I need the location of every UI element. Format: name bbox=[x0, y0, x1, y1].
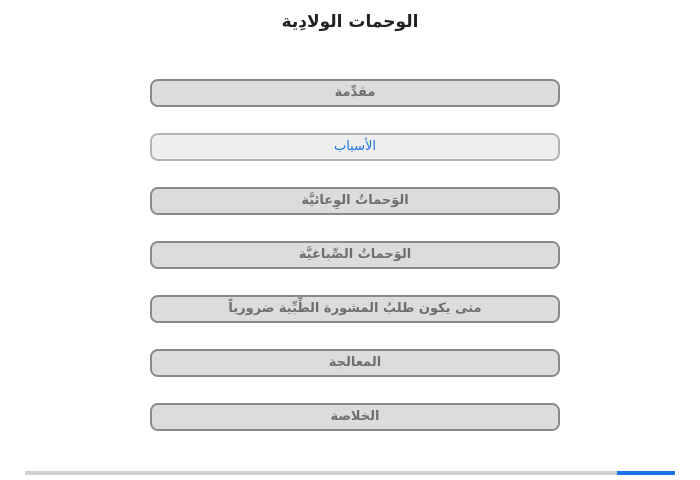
progress-bar bbox=[25, 471, 675, 475]
page-title: الوحمات الولادِية bbox=[281, 12, 419, 32]
progress-bar-fill bbox=[617, 471, 676, 475]
menu-item-when-to-seek-advice[interactable]: متى يكون طلبُ المشورة الطِّبِّية ضرورياً bbox=[150, 295, 560, 323]
topic-menu bbox=[150, 79, 560, 457]
menu-item-treatment[interactable]: المعالجة bbox=[150, 349, 560, 377]
menu-item-vascular-birthmarks[interactable]: الوَحماتُ الوِعائيَّة bbox=[150, 187, 560, 215]
menu-item-pigmented-birthmarks[interactable]: الوَحماتُ الصِّباغيَّة bbox=[150, 241, 560, 269]
menu-item-introduction[interactable]: مقدِّمة bbox=[150, 79, 560, 107]
menu-item-causes[interactable]: الأسباب bbox=[150, 133, 560, 161]
menu-item-summary[interactable]: الخلاصة bbox=[150, 403, 560, 431]
